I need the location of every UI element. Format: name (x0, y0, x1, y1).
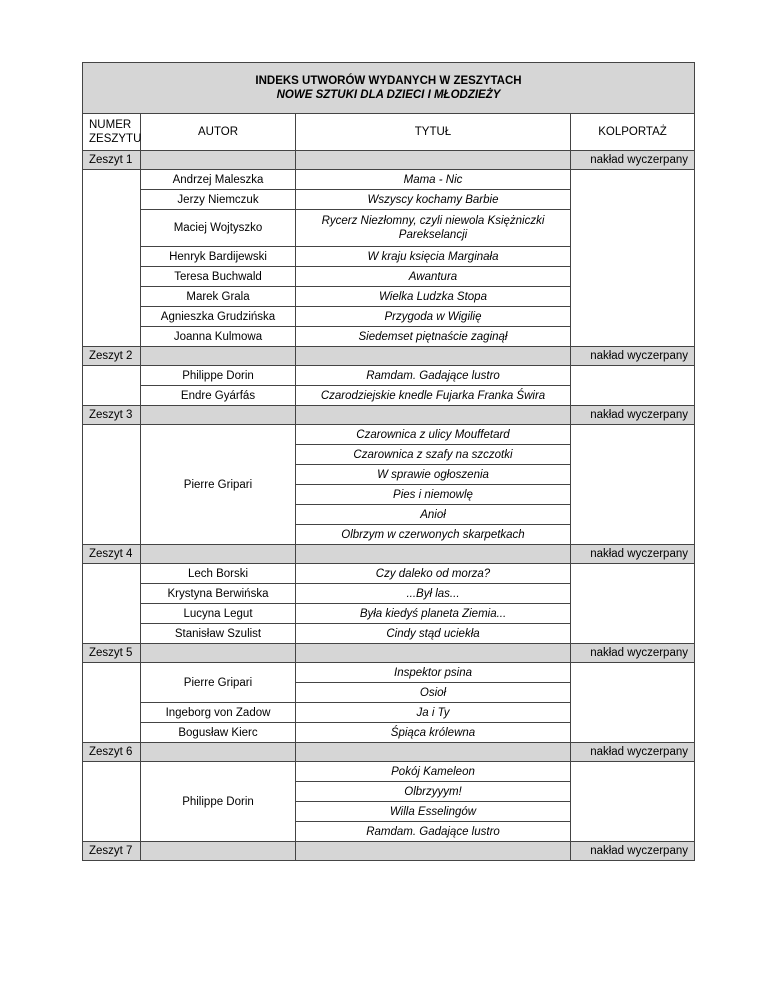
issue-spacer (83, 366, 141, 406)
issue-blank (141, 151, 296, 170)
title-cell: Pies i niemowlę (296, 485, 571, 505)
author-cell: Philippe Dorin (141, 762, 296, 842)
title-cell: Wszyscy kochamy Barbie (296, 190, 571, 210)
status-spacer (571, 564, 695, 644)
title-cell: Ramdam. Gadające lustro (296, 366, 571, 386)
issue-spacer (83, 425, 141, 545)
title-cell: Inspektor psina (296, 663, 571, 683)
issue-blank (296, 406, 571, 425)
author-cell: Ingeborg von Zadow (141, 703, 296, 723)
issue-label: Zeszyt 1 (83, 151, 141, 170)
page-subtitle: NOWE SZTUKI DLA DZIECI I MŁODZIEŻY (276, 89, 501, 101)
status-spacer (571, 366, 695, 406)
issue-status: nakład wyczerpany (571, 347, 695, 366)
issue-blank (296, 347, 571, 366)
title-cell: Wielka Ludzka Stopa (296, 287, 571, 307)
title-cell: Była kiedyś planeta Ziemia... (296, 604, 571, 624)
author-cell: Lech Borski (141, 564, 296, 584)
col-header-autor: AUTOR (141, 114, 296, 151)
issue-label: Zeszyt 2 (83, 347, 141, 366)
issue-blank (141, 842, 296, 861)
issue-status: nakład wyczerpany (571, 644, 695, 663)
table-title-cell (83, 63, 695, 114)
author-cell: Krystyna Berwińska (141, 584, 296, 604)
issue-label: Zeszyt 4 (83, 545, 141, 564)
column-header-row (83, 114, 695, 151)
issue-blank (141, 406, 296, 425)
issue-label: Zeszyt 6 (83, 743, 141, 762)
title-cell: Czarodziejskie knedle Fujarka Franka Świra (296, 386, 571, 406)
author-cell: Stanisław Szulist (141, 624, 296, 644)
title-cell: W kraju księcia Marginała (296, 247, 571, 267)
status-spacer (571, 425, 695, 545)
author-cell: Jerzy Niemczuk (141, 190, 296, 210)
issue-row (83, 545, 695, 564)
author-cell: Joanna Kulmowa (141, 327, 296, 347)
issue-row (83, 644, 695, 663)
issue-blank (296, 842, 571, 861)
issue-label: Zeszyt 5 (83, 644, 141, 663)
author-cell: Lucyna Legut (141, 604, 296, 624)
issue-status: nakład wyczerpany (571, 545, 695, 564)
title-cell: W sprawie ogłoszenia (296, 465, 571, 485)
title-cell: Cindy stąd uciekła (296, 624, 571, 644)
title-cell: Ramdam. Gadające lustro (296, 822, 571, 842)
issue-label: Zeszyt 7 (83, 842, 141, 861)
issue-blank (141, 347, 296, 366)
author-cell: Henryk Bardijewski (141, 247, 296, 267)
author-cell: Pierre Gripari (141, 663, 296, 703)
col-header-tytul: TYTUŁ (296, 114, 571, 151)
title-cell: Czarownica z szafy na szczotki (296, 445, 571, 465)
author-cell: Teresa Buchwald (141, 267, 296, 287)
issue-status: nakład wyczerpany (571, 842, 695, 861)
author-cell: Endre Gyárfás (141, 386, 296, 406)
title-cell: Ja i Ty (296, 703, 571, 723)
issue-blank (141, 743, 296, 762)
index-table (82, 62, 695, 861)
title-cell: Siedemset piętnaście zaginął (296, 327, 571, 347)
issue-row (83, 743, 695, 762)
issue-spacer (83, 762, 141, 842)
title-cell: Rycerz Niezłomny, czyli niewola Księżniczki Parekselancji (296, 210, 571, 247)
table-row (83, 170, 695, 190)
title-cell: Śpiąca królewna (296, 723, 571, 743)
issue-row (83, 151, 695, 170)
issue-blank (296, 545, 571, 564)
author-cell: Pierre Gripari (141, 425, 296, 545)
issue-row (83, 406, 695, 425)
issue-blank (141, 644, 296, 663)
issue-row (83, 347, 695, 366)
author-cell: Agnieszka Grudzińska (141, 307, 296, 327)
author-cell: Philippe Dorin (141, 366, 296, 386)
issue-label: Zeszyt 3 (83, 406, 141, 425)
author-cell: Marek Grala (141, 287, 296, 307)
issue-status: nakład wyczerpany (571, 406, 695, 425)
table-row (83, 366, 695, 386)
author-cell: Maciej Wojtyszko (141, 210, 296, 247)
issue-blank (296, 743, 571, 762)
title-cell: ...Był las... (296, 584, 571, 604)
issue-spacer (83, 564, 141, 644)
issue-status: nakład wyczerpany (571, 743, 695, 762)
issue-status: nakład wyczerpany (571, 151, 695, 170)
title-cell: Osioł (296, 683, 571, 703)
title-cell: Pokój Kameleon (296, 762, 571, 782)
table-row (83, 425, 695, 445)
issue-blank (141, 545, 296, 564)
title-cell: Czy daleko od morza? (296, 564, 571, 584)
title-cell: Olbrzym w czerwonych skarpetkach (296, 525, 571, 545)
table-row (83, 663, 695, 683)
title-cell: Olbrzyyym! (296, 782, 571, 802)
issue-spacer (83, 663, 141, 743)
title-cell: Przygoda w Wigilię (296, 307, 571, 327)
author-cell: Bogusław Kierc (141, 723, 296, 743)
issue-row (83, 842, 695, 861)
col-header-numer: NUMER ZESZYTU (83, 114, 141, 151)
page-title: INDEKS UTWORÓW WYDANYCH W ZESZYTACH (255, 75, 522, 87)
status-spacer (571, 762, 695, 842)
issue-blank (296, 644, 571, 663)
col-header-kolportaz: KOLPORTAŻ (571, 114, 695, 151)
author-cell: Andrzej Maleszka (141, 170, 296, 190)
title-cell: Anioł (296, 505, 571, 525)
title-cell: Awantura (296, 267, 571, 287)
table-row (83, 762, 695, 782)
status-spacer (571, 663, 695, 743)
status-spacer (571, 170, 695, 347)
issue-spacer (83, 170, 141, 347)
table-row (83, 564, 695, 584)
title-cell: Mama - Nic (296, 170, 571, 190)
title-cell: Czarownica z ulicy Mouffetard (296, 425, 571, 445)
title-cell: Willa Esselingów (296, 802, 571, 822)
issue-blank (296, 151, 571, 170)
